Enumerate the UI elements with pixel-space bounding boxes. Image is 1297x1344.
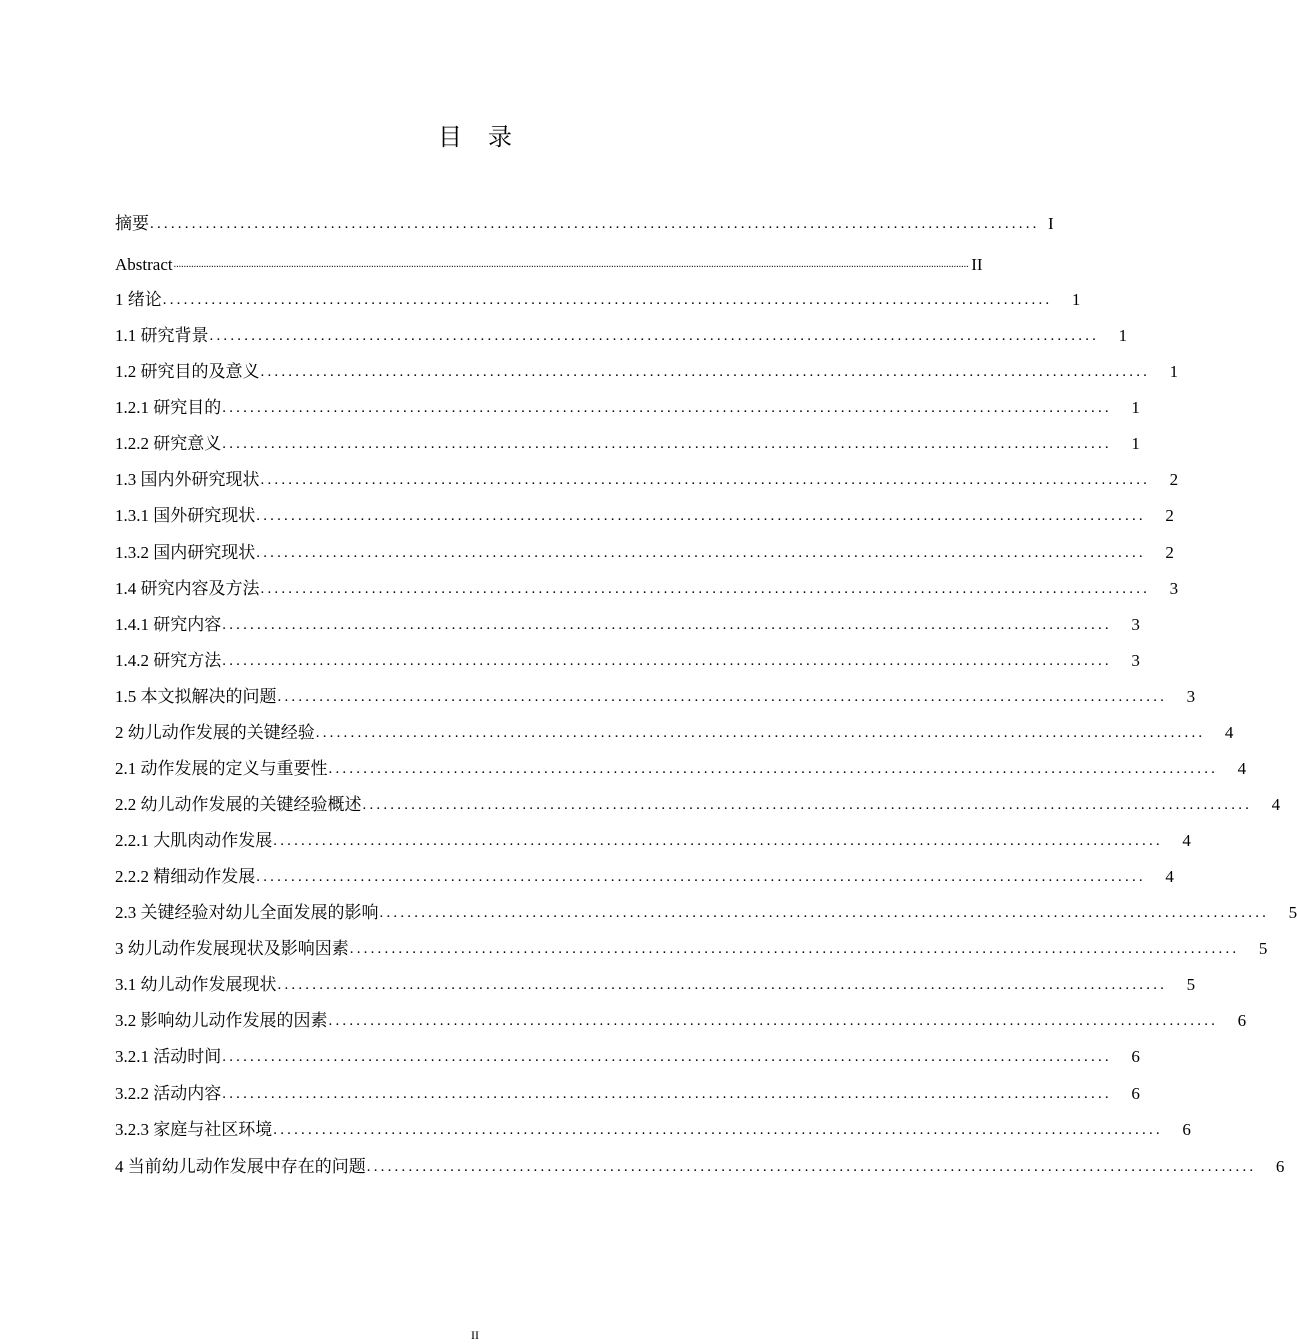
toc-dot-leader: ................................................................................................................................ <box>222 436 1112 452</box>
toc-entry-page: 2 <box>1165 506 1174 525</box>
toc-entry-label: 3.2 影响幼儿动作发展的因素 <box>115 1011 328 1030</box>
toc-entry[interactable] <box>115 396 1140 420</box>
toc-entry-page: 3 <box>1169 579 1179 598</box>
toc-dot-leader: ................................................................................................................................ <box>328 761 1219 777</box>
toc-entry-label: 1.4 研究内容及方法 <box>115 579 260 598</box>
toc-entry[interactable] <box>115 901 1297 925</box>
toc-entry[interactable] <box>115 432 1140 456</box>
toc-dot-leader: ................................................................................................................................ <box>273 1122 1163 1138</box>
toc-entry-label: 2.1 动作发展的定义与重要性 <box>115 759 328 778</box>
toc-dot-leader: ................................................................................................................................ <box>162 292 1053 308</box>
toc-entry[interactable] <box>115 757 1247 781</box>
toc-entry-label: 3.1 幼儿动作发展现状 <box>115 975 277 994</box>
toc-entry[interactable] <box>115 324 1128 348</box>
toc-entry-page: 5 <box>1258 939 1268 958</box>
toc-dot-leader: ................................................................................................................................ <box>222 653 1112 669</box>
toc-dot-leader: ................................................................................................................................ <box>256 545 1146 561</box>
toc-dot-leader: ................................................................................................................................ <box>209 328 1100 344</box>
toc-entry[interactable] <box>115 1118 1191 1142</box>
toc-entry-label: 1.3.1 国外研究现状 <box>115 506 256 525</box>
toc-entry-page: 1 <box>1169 362 1179 381</box>
toc-entry-page: 2 <box>1165 543 1174 562</box>
toc-entry-label: 2.2 幼儿动作发展的关键经验概述 <box>115 795 362 814</box>
toc-entry[interactable] <box>115 937 1268 961</box>
toc-dot-leader: ................................................................................................................................ <box>150 216 1040 232</box>
toc-dot-leader: .............................................................................................................................................................................................................................................................................................................................. <box>173 259 969 270</box>
toc-entry[interactable] <box>115 685 1196 709</box>
toc-dot-leader: ................................................................................................................................ <box>260 581 1151 597</box>
toc-entry-page: I <box>1047 214 1054 233</box>
toc-entry-label: 摘要 <box>115 214 149 233</box>
toc-entry[interactable] <box>115 1045 1140 1069</box>
toc-entry-page: 6 <box>1182 1120 1191 1139</box>
toc-entry-page: 6 <box>1275 1157 1285 1176</box>
toc-entry-label: 1.2 研究目的及意义 <box>115 362 260 381</box>
toc-entry[interactable] <box>115 829 1191 853</box>
toc-entry-label: 1.3 国内外研究现状 <box>115 470 260 489</box>
toc-entry[interactable] <box>115 288 1081 312</box>
toc-dot-leader: ................................................................................................................................ <box>362 797 1253 813</box>
toc-entry-label: 1.4.2 研究方法 <box>115 651 222 670</box>
toc-entry[interactable] <box>115 253 983 277</box>
toc-entry-page: 1 <box>1118 326 1128 345</box>
toc-dot-leader: ................................................................................................................................ <box>256 508 1146 524</box>
toc-dot-leader: ................................................................................................................................ <box>349 941 1240 957</box>
toc-entry-page: 1 <box>1071 290 1081 309</box>
toc-entry-label: 3.2.3 家庭与社区环境 <box>115 1120 273 1139</box>
toc-entry-page: 4 <box>1237 759 1247 778</box>
toc-dot-leader: ................................................................................................................................ <box>366 1159 1257 1175</box>
toc-dot-leader: ................................................................................................................................ <box>222 617 1112 633</box>
toc-entry[interactable] <box>115 721 1234 745</box>
toc-dot-leader: ................................................................................................................................ <box>222 1086 1112 1102</box>
toc-entry-page: 6 <box>1237 1011 1247 1030</box>
toc-entry-page: 6 <box>1131 1047 1140 1066</box>
toc-entry-label: 1.2.1 研究目的 <box>115 398 222 417</box>
toc-entry[interactable] <box>115 649 1140 673</box>
toc-entry-label: Abstract <box>115 255 173 274</box>
toc-entry[interactable] <box>115 541 1174 565</box>
toc-entry-page: 4 <box>1165 867 1174 886</box>
toc-entry-label: 3 幼儿动作发展现状及影响因素 <box>115 939 349 958</box>
toc-dot-leader: ................................................................................................................................ <box>222 1049 1112 1065</box>
toc-entry-label: 2.2.1 大肌肉动作发展 <box>115 831 273 850</box>
toc-entry-label: 1.5 本文拟解决的问题 <box>115 687 277 706</box>
toc-dot-leader: ................................................................................................................................ <box>328 1013 1219 1029</box>
toc-entry-label: 2.3 关键经验对幼儿全面发展的影响 <box>115 903 379 922</box>
toc-entry-page: 4 <box>1271 795 1281 814</box>
toc-entry-label: 1.3.2 国内研究现状 <box>115 543 256 562</box>
toc-entry-label: 3.2.1 活动时间 <box>115 1047 222 1066</box>
toc-entry-label: 1.4.1 研究内容 <box>115 615 222 634</box>
toc-entry[interactable] <box>115 613 1140 637</box>
toc-entry[interactable] <box>115 1082 1140 1106</box>
toc-entry-label: 2.2.2 精细动作发展 <box>115 867 256 886</box>
toc-entry[interactable] <box>115 1009 1247 1033</box>
toc-entry-page: 5 <box>1186 975 1196 994</box>
toc-entry-page: 4 <box>1224 723 1234 742</box>
toc-entry-label: 1.2.2 研究意义 <box>115 434 222 453</box>
toc-entry-page: 3 <box>1131 651 1140 670</box>
toc-dot-leader: ................................................................................................................................ <box>273 833 1163 849</box>
toc-entry-label: 1 绪论 <box>115 290 162 309</box>
toc-dot-leader: ................................................................................................................................ <box>277 689 1168 705</box>
page-number: II <box>471 1328 479 1342</box>
toc-entry-label: 4 当前幼儿动作发展中存在的问题 <box>115 1157 366 1176</box>
toc-entry-page: II <box>971 255 983 274</box>
toc-entry[interactable] <box>115 973 1196 997</box>
toc-entry-page: 5 <box>1288 903 1297 922</box>
page-title: 目录 <box>438 125 538 151</box>
toc-entry-label: 2 幼儿动作发展的关键经验 <box>115 723 315 742</box>
toc-entry[interactable] <box>115 865 1174 889</box>
toc-entry[interactable] <box>115 577 1179 601</box>
toc-entry-page: 4 <box>1182 831 1191 850</box>
toc-dot-leader: ................................................................................................................................ <box>222 400 1112 416</box>
toc-entry[interactable] <box>115 360 1179 384</box>
toc-entry[interactable] <box>115 468 1179 492</box>
toc-dot-leader: ................................................................................................................................ <box>379 905 1270 921</box>
toc-entry-page: 3 <box>1186 687 1196 706</box>
toc-entry[interactable] <box>115 504 1174 528</box>
toc-entry-page: 1 <box>1131 398 1140 417</box>
toc-entry-page: 3 <box>1131 615 1140 634</box>
toc-entry[interactable] <box>115 1155 1285 1179</box>
toc-dot-leader: ................................................................................................................................ <box>260 472 1151 488</box>
toc-dot-leader: ................................................................................................................................ <box>256 869 1146 885</box>
toc-entry-page: 2 <box>1169 470 1179 489</box>
toc-entry[interactable] <box>115 793 1281 817</box>
toc-entry-label: 1.1 研究背景 <box>115 326 209 345</box>
toc-entry-label: 3.2.2 活动内容 <box>115 1084 222 1103</box>
toc-dot-leader: ................................................................................................................................ <box>260 364 1151 380</box>
toc-entry-page: 1 <box>1131 434 1140 453</box>
toc-dot-leader: ................................................................................................................................ <box>277 977 1168 993</box>
toc-entry[interactable] <box>115 212 1054 236</box>
toc-dot-leader: ................................................................................................................................ <box>315 725 1206 741</box>
toc-entry-page: 6 <box>1131 1084 1140 1103</box>
